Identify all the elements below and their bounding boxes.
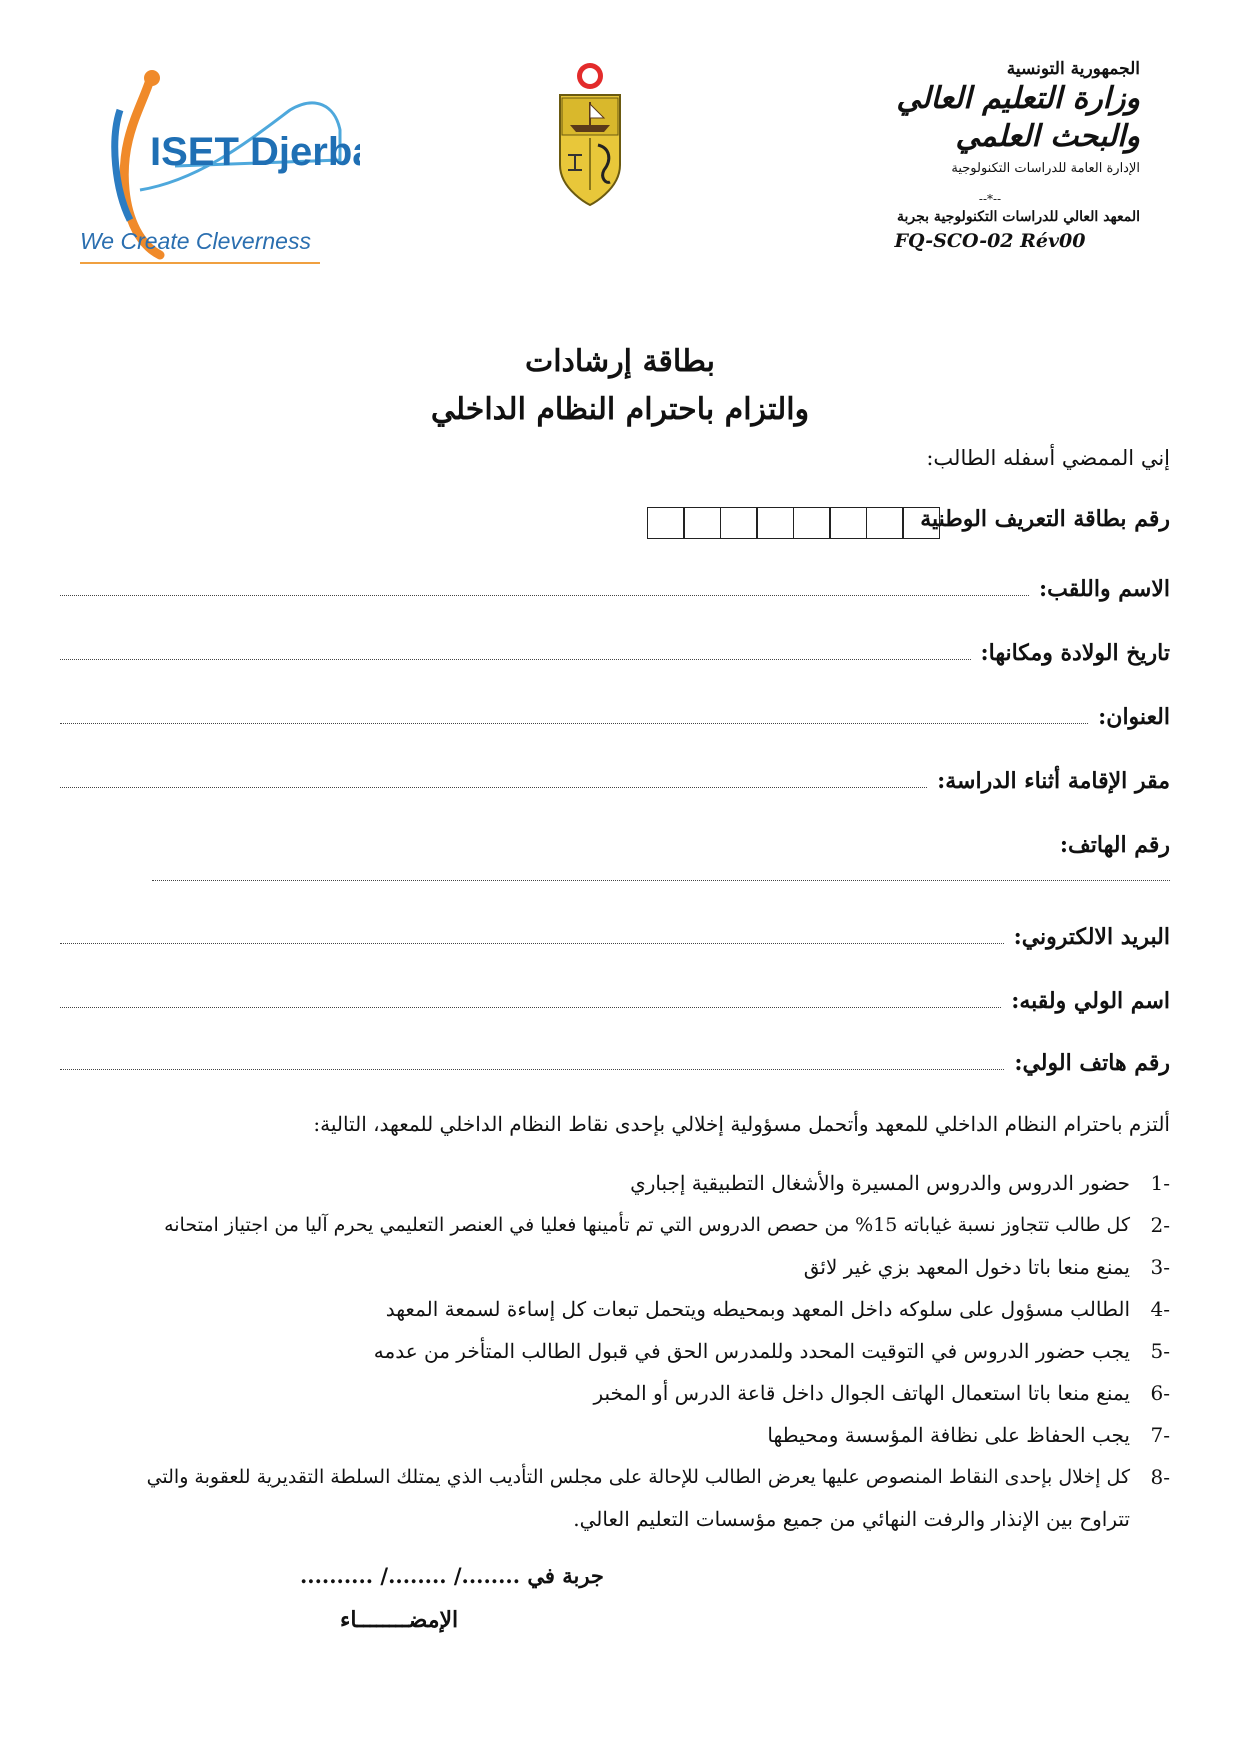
intro-text: إني الممضي أسفله الطالب: — [926, 446, 1170, 470]
signature-place-date[interactable]: جربة في ......../ ......../ .......... — [300, 1563, 604, 1588]
id-digit-box[interactable] — [866, 507, 904, 539]
rule-number: -6 — [1150, 1381, 1170, 1405]
rule-text: حضور الدروس والدروس المسيرة والأشغال التطبيقية إجباري — [630, 1171, 1130, 1195]
id-digit-box[interactable] — [720, 507, 758, 539]
id-digit-box[interactable] — [683, 507, 721, 539]
fill-line[interactable] — [60, 1007, 1001, 1008]
header-separator: --*-- — [978, 191, 1002, 206]
fill-line[interactable] — [60, 659, 971, 660]
rule-number: -2 — [1150, 1213, 1170, 1237]
rule-number: -5 — [1150, 1339, 1170, 1363]
rule-number: -8 — [1150, 1465, 1170, 1489]
rule-item — [70, 1204, 1170, 1246]
field-address[interactable] — [60, 694, 1170, 730]
iset-logo-graphic — [80, 70, 360, 300]
field-email[interactable] — [60, 914, 1170, 950]
logo-set-text: ISET Djerba — [150, 130, 360, 174]
field-phone — [60, 822, 1170, 858]
id-digit-box[interactable] — [756, 507, 794, 539]
field-birth-date-place[interactable] — [60, 630, 1170, 666]
field-guardian-name[interactable] — [60, 978, 1170, 1014]
field-label: اسم الولي ولقبه: — [1011, 988, 1170, 1014]
rule-item — [70, 1330, 1170, 1372]
field-label: الاسم واللقب: — [1039, 576, 1170, 602]
field-label: مقر الإقامة أثناء الدراسة: — [937, 768, 1170, 794]
republic-name: الجمهورية التونسية — [1006, 59, 1140, 79]
fill-line[interactable] — [60, 943, 1004, 944]
rule-number: -7 — [1150, 1423, 1170, 1447]
title-line-2: والتزام باحترام النظام الداخلي — [430, 392, 810, 427]
fill-line[interactable] — [60, 723, 1088, 724]
national-id-boxes[interactable] — [648, 507, 940, 539]
rule-item — [70, 1372, 1170, 1414]
logo-slogan: We Create Cleverness — [80, 228, 311, 254]
national-id-label: رقم بطاقة التعريف الوطنية — [920, 506, 1170, 532]
rule-text: يجب حضور الدروس في التوقيت المحدد وللمدرس الحق في قبول الطالب المتأخر من عدمه — [373, 1339, 1130, 1363]
field-label: البريد الالكتروني: — [1013, 924, 1170, 950]
form-reference: FQ-SCO-02 Rév00 — [894, 229, 1086, 252]
rule-item — [70, 1414, 1170, 1456]
ministry-name-line2: والبحث العلمي — [955, 118, 1140, 154]
coat-of-arms-icon — [540, 60, 640, 210]
iset-djerba-logo — [80, 70, 360, 300]
rule-text: الطالب مسؤول على سلوكه داخل المعهد وبمحيطه ويتحمل تبعات كل إساءة لسمعة المعهد — [385, 1297, 1130, 1321]
rules-list — [70, 1162, 1170, 1540]
government-header — [840, 58, 1140, 252]
field-label: رقم هاتف الولي: — [1014, 1050, 1170, 1076]
rule-text: يمنع منعا باتا استعمال الهاتف الجوال داخل قاعة الدرس أو المخبر — [593, 1381, 1130, 1405]
field-label: تاريخ الولادة ومكانها: — [980, 640, 1170, 666]
rule-number: -4 — [1150, 1297, 1170, 1321]
rule-item — [70, 1456, 1170, 1498]
id-digit-box[interactable] — [647, 507, 685, 539]
id-digit-box[interactable] — [793, 507, 831, 539]
phone-fill-line[interactable] — [152, 880, 1170, 881]
field-label: رقم الهاتف: — [1059, 832, 1170, 858]
slogan-underline — [80, 262, 320, 264]
rule-number: -1 — [1150, 1171, 1170, 1195]
rule-item — [70, 1246, 1170, 1288]
fill-line[interactable] — [60, 1069, 1004, 1070]
signature-label: الإمضــــــــاء — [340, 1607, 459, 1633]
document-title — [0, 338, 1240, 434]
pledge-text: ألتزم باحترام النظام الداخلي للمعهد وأتحمل مسؤولية إخلالي بإحدى نقاط النظام الداخلي للمعهد، التالية: — [313, 1112, 1170, 1136]
rule-item — [70, 1288, 1170, 1330]
rule-number: -3 — [1150, 1255, 1170, 1279]
rule-item — [70, 1162, 1170, 1204]
institute-name: المعهد العالي للدراسات التكنولوجية بجربة — [897, 208, 1140, 225]
field-residence[interactable] — [60, 758, 1170, 794]
fill-line[interactable] — [60, 787, 927, 788]
fill-line[interactable] — [60, 595, 1029, 596]
field-label: العنوان: — [1098, 704, 1170, 730]
rule-8-continuation: تتراوح بين الإنذار والرفت النهائي من جميع مؤسسات التعليم العالي. — [573, 1507, 1130, 1531]
directorate-name: الإدارة العامة للدراسات التكنولوجية — [951, 161, 1140, 177]
rule-text: يمنع منعا باتا دخول المعهد بزي غير لائق — [803, 1255, 1130, 1279]
ministry-name-line1: وزارة التعليم العالي — [896, 81, 1140, 117]
rule-text: كل إخلال بإحدى النقاط المنصوص عليها يعرض الطالب للإحالة على مجلس التأديب الذي يمتلك السلطة التقديرية للعقوبة والتي — [146, 1466, 1130, 1488]
rule-text: كل طالب تتجاوز نسبة غياباته 15% من حصص الدروس التي تم تأمينها فعليا في العنصر التعليمي يحرم آليا من اجتياز امتحانه — [164, 1214, 1130, 1236]
field-guardian-phone[interactable] — [60, 1040, 1170, 1076]
title-line-1: بطاقة إرشادات — [524, 344, 715, 379]
id-digit-box[interactable] — [829, 507, 867, 539]
field-full-name[interactable] — [60, 566, 1170, 602]
rule-text: يجب الحفاظ على نظافة المؤسسة ومحيطها — [767, 1423, 1130, 1447]
id-digit-box[interactable] — [902, 507, 940, 539]
